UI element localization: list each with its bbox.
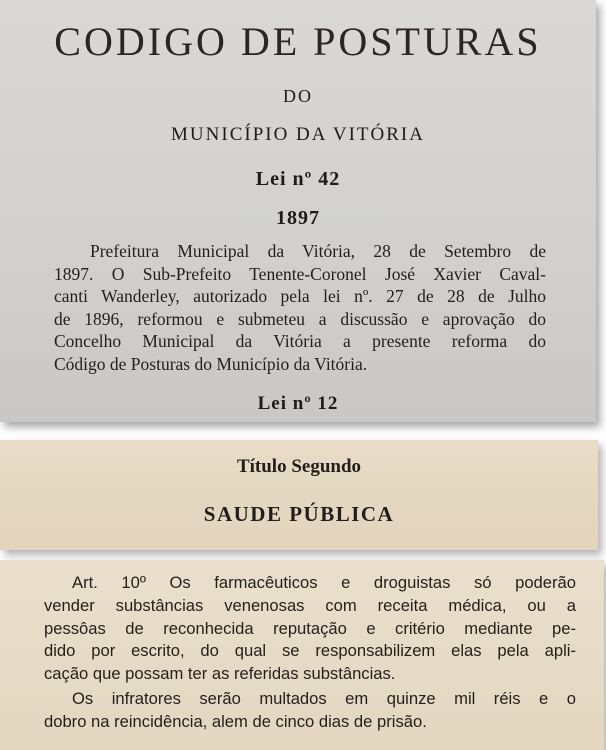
penalty-line: dobro na reincidência, alem de cinco dias de prisão.	[44, 711, 427, 731]
article-line: cação que possam ter as referidas substâncias.	[44, 664, 396, 684]
intro-paragraph	[54, 240, 546, 375]
article-line: Art. 10º Os farmacêuticos e droguistas só poderão	[72, 573, 576, 592]
law-year: 1897	[276, 207, 320, 229]
article-text	[44, 572, 576, 734]
municipality-name: MUNICÍPIO DA VITÓRIA	[171, 124, 425, 145]
intro-line: Código de Posturas do Município da Vitória.	[54, 353, 368, 374]
title-connector: DO	[283, 86, 313, 106]
document-title: CODIGO DE POSTURAS	[54, 19, 542, 64]
intro-line: de 1896, reformou e submeteu a discussão e aprovação do	[54, 308, 546, 329]
law-number: Lei nº 42	[255, 168, 341, 190]
intro-line: Concelho Municipal da Vitória a presente reforma do	[54, 331, 546, 351]
article-line: pessôas de reconhecida reputação e critério mediante pe-	[44, 618, 576, 638]
second-law-number: Lei nº 12	[257, 393, 339, 414]
intro-line: 1897. O Sub-Prefeito Tenente-Coronel José Xavier Caval-	[54, 263, 546, 284]
section-title: Título Segundo	[236, 456, 362, 477]
section-heading-scan	[0, 440, 598, 550]
article-line: vender substâncias venenosas com receita médica, ou a	[44, 595, 576, 615]
article-scan	[0, 560, 604, 750]
section-heading: SAUDE PÚBLICA	[203, 502, 395, 526]
intro-line: canti Wanderley, autorizado pela lei nº. 27 de 28 de Julho	[54, 286, 546, 306]
intro-line: Prefeitura Municipal da Vitória, 28 de Setembro de	[90, 241, 546, 261]
penalty-line: Os infratores serão multados em quinze mil réis e o	[72, 688, 576, 708]
article-line: dido por escrito, do qual se responsabilizem elas pela apli-	[44, 641, 576, 661]
